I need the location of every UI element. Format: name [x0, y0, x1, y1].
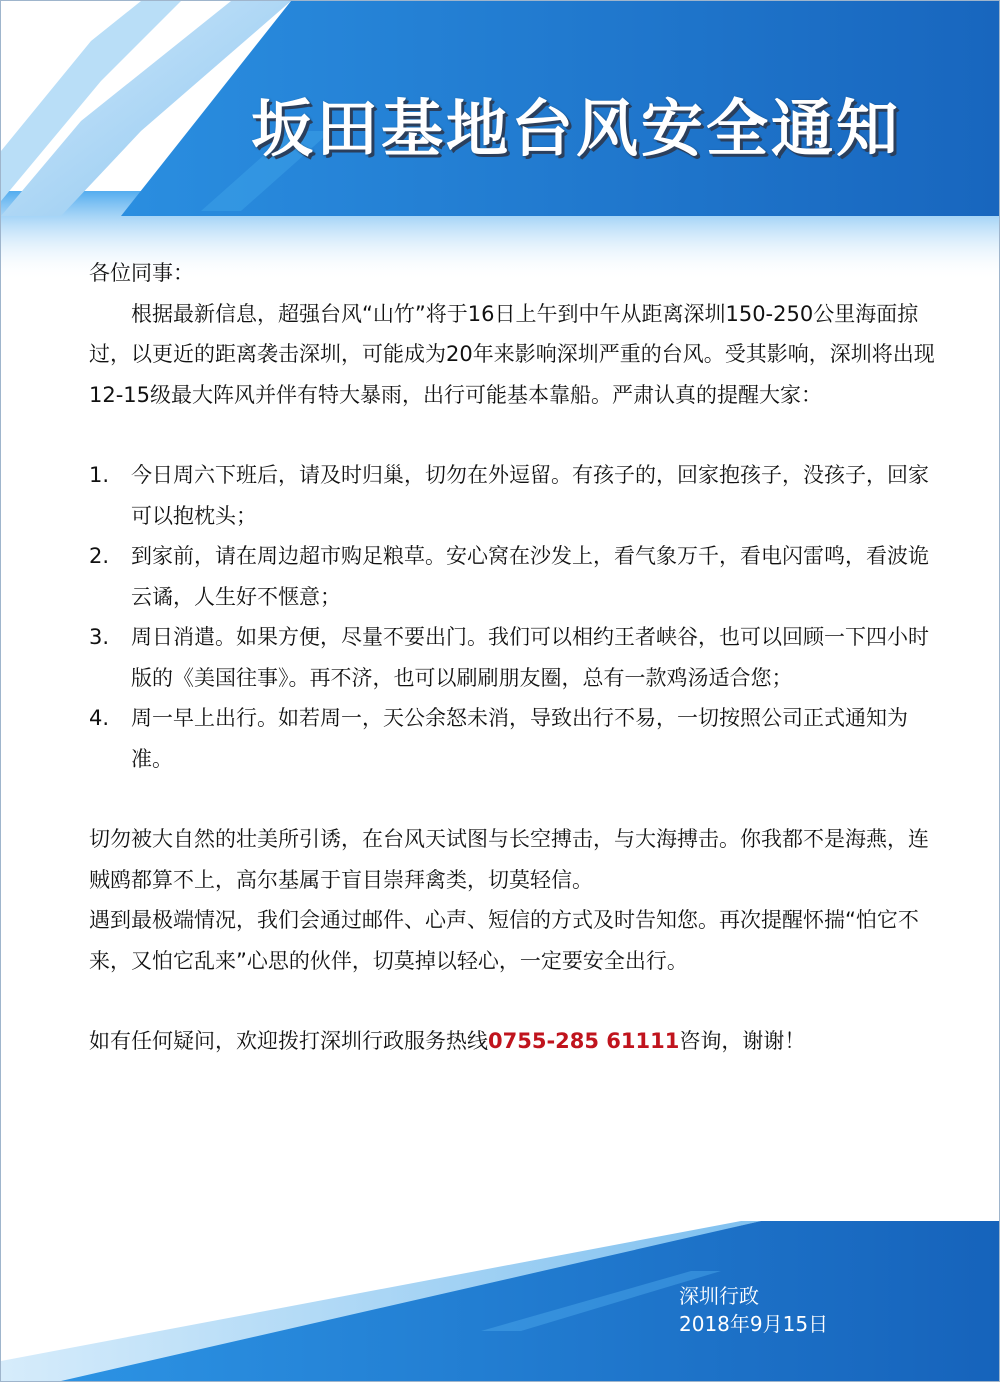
contact-closing: 咨询，谢谢！ [679, 1029, 806, 1053]
list-item-text: 周一早上出行。如若周一，天公余怒未消，导致出行不易，一切按照公司正式通知为准。 [131, 706, 908, 771]
list-item-text: 周日消遣。如果方便，尽量不要出门。我们可以相约王者峡谷，也可以回顾一下四小时版的《美国往事》。再不济，也可以刷刷朋友圈，总有一款鸡汤适合您； [131, 625, 929, 690]
list-item-text: 到家前，请在周边超市购足粮草。安心窝在沙发上，看气象万千，看电闪雷鸣，看波诡云谲，人生好不惬意； [131, 544, 929, 609]
salutation: 各位同事： [89, 261, 194, 285]
list-item [89, 698, 939, 779]
list-item [89, 536, 939, 617]
list-item-text: 今日周六下班后，请及时归巢，切勿在外逗留。有孩子的，回家抱孩子，没孩子，回家可以抱枕头； [131, 463, 929, 528]
list-item-number: 2. [89, 544, 110, 568]
footer-banner [1, 1211, 999, 1381]
notice-title: 坂田基地台风安全通知 [251, 92, 902, 165]
intro-paragraph: 根据最新信息，超强台风“山竹”将于16日上午到中午从距离深圳150-250公里海面掠过，以更近的距离袭击深圳，可能成为20年来影响深圳严重的台风。受其影响，深圳将出现12-15级最大阵风并伴有特大暴雨，出行可能基本靠船。严肃认真的提醒大家： [89, 301, 935, 407]
reminder-list [89, 455, 939, 779]
spacer [89, 981, 939, 1021]
contact-paragraph [89, 1021, 939, 1062]
list-item-number: 3. [89, 625, 110, 649]
list-item-number: 1. [89, 463, 110, 487]
notification-paragraph: 遇到最极端情况，我们会通过邮件、心声、短信的方式及时告知您。再次提醒怀揣“怕它不来，又怕它乱来”心思的伙伴，切莫掉以轻心，一定要安全出行。 [89, 908, 919, 973]
warning-paragraph: 切勿被大自然的壮美所引诱，在台风天试图与长空搏击，与大海搏击。你我都不是海燕，连贼鸥都算不上，高尔基属于盲目崇拜禽类，切莫轻信。 [89, 827, 929, 892]
contact-text: 如有任何疑问，欢迎拨打深圳行政服务热线 [89, 1029, 488, 1053]
signature-block [679, 1282, 828, 1338]
signature-org: 深圳行政 [679, 1284, 759, 1308]
footer-main-shape [61, 1221, 999, 1381]
signature-date: 2018年9月15日 [679, 1312, 829, 1336]
list-item [89, 617, 939, 698]
notice-body [89, 253, 939, 1062]
hotline-number: 0755-285 61111 [488, 1029, 680, 1053]
spacer [89, 779, 939, 819]
list-item [89, 455, 939, 536]
spacer [89, 415, 939, 455]
list-item-number: 4. [89, 706, 110, 730]
